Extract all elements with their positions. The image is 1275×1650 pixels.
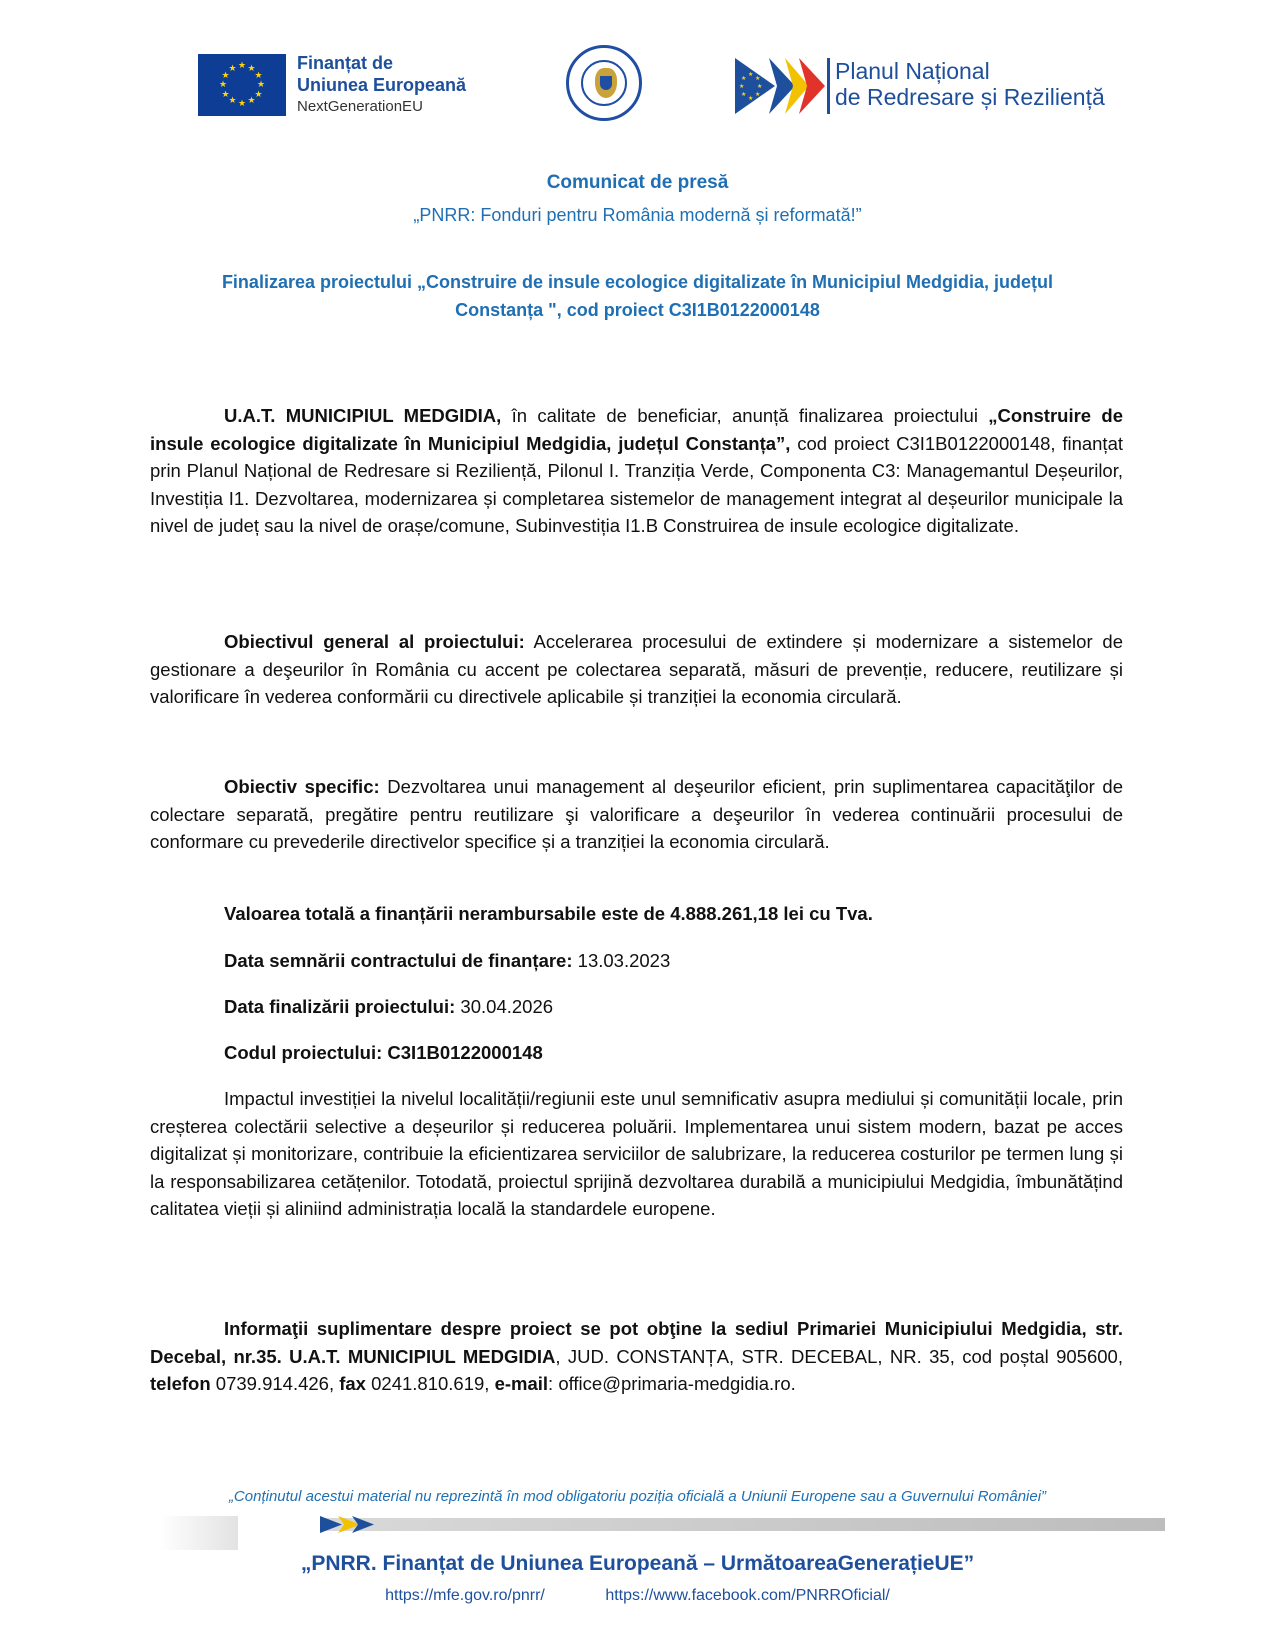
guvernul-romaniei-seal-icon bbox=[566, 45, 642, 121]
eu-star-icon: ★ bbox=[254, 88, 263, 99]
eu-star-icon: ★ bbox=[238, 98, 247, 108]
fax-label: fax bbox=[339, 1373, 366, 1394]
svg-text:★: ★ bbox=[739, 83, 745, 90]
svg-text:★: ★ bbox=[755, 75, 761, 82]
svg-text:★: ★ bbox=[755, 91, 761, 98]
email-value: : office@primaria-medgidia.ro. bbox=[548, 1373, 796, 1394]
intro-text-2: cod proiect C3I1B0122000148, finanțat prin Planul Național de Redresare si Reziliență, Pilonul I. Tranziția Verde, Componenta C3: Managemantul Deșeurilor, Investiția I1. Dezvoltarea, modernizarea și completarea sistemelor de management integrat al deșeurilor municipale la nivel de județ sau la nivel de orașe/comune, Subinvestiția I1.B Construirea de insule ecologice digitalizate. bbox=[150, 432, 1124, 536]
footer-slogan: „PNRR. Finanțat de Uniunea Europeană – UrmătoareaGenerațieUE” bbox=[300, 1552, 975, 1575]
project-heading bbox=[0, 268, 1275, 324]
project-name: „Construire de insule ecologice digitalizate în Municipiul Medgidia, județul Constanța”, bbox=[150, 405, 1124, 454]
svg-text:★: ★ bbox=[748, 95, 754, 102]
general-objective-text: Accelerarea procesului de extindere și modernizare a sistemelor de gestionare a deşeurilor în România cu accent pe colectarea separată, măsuri de prevenție, reducere, reutilizare și valorificare în vederea conformării cu directivele aplicabile și tranziției la economia circulară. bbox=[150, 631, 1123, 707]
signing-date-value: 13.03.2023 bbox=[572, 950, 671, 971]
pnrr-arrow-icon bbox=[735, 58, 831, 114]
signing-date bbox=[224, 950, 670, 972]
completion-date-label: Data finalizării proiectului: bbox=[224, 996, 456, 1017]
contact-paragraph bbox=[150, 1315, 1123, 1398]
pnrr-logo-label bbox=[835, 58, 1105, 110]
eu-star-icon: ★ bbox=[221, 88, 230, 99]
specific-objective-text: Dezvoltarea unui management al deşeurilor eficient, prin suplimentarea capacităţilor de colectare separată, pregătire pentru reutilizare şi valorificare a deşeurilor în vederea continuării procesului de conformare cu prevederile directivelor specifice și a tranziției la economia circulară. bbox=[150, 776, 1123, 852]
completion-date bbox=[224, 996, 553, 1018]
intro-text-1: în calitate de beneficiar, anunță finalizarea proiectului bbox=[501, 405, 989, 426]
general-objective-paragraph bbox=[150, 628, 1123, 711]
disclaimer: „Conținutul acestui material nu reprezintă în mod obligatoriu poziția oficială a Uniunii Europene sau a Guvernului României” bbox=[228, 1488, 1047, 1505]
specific-objective-paragraph bbox=[150, 773, 1123, 856]
phone-value: 0739.914.426, bbox=[210, 1373, 340, 1394]
svg-text:★: ★ bbox=[741, 91, 747, 98]
email-label: e-mail bbox=[494, 1373, 549, 1394]
facebook-pnrr-link[interactable]: https://www.facebook.com/PNRROficial/ bbox=[605, 1587, 890, 1604]
eu-label-line1: Finanțat de bbox=[297, 53, 394, 73]
project-code bbox=[224, 1042, 543, 1064]
general-objective-label: Obiectivul general al proiectului: bbox=[224, 631, 525, 652]
footer-decoration bbox=[160, 1516, 238, 1550]
phone-label: telefon bbox=[150, 1373, 211, 1394]
eu-star-icon: ★ bbox=[238, 60, 247, 70]
project-code-text: Codul proiectului: C3I1B0122000148 bbox=[224, 1042, 543, 1063]
pnrr-label-line2: de Redresare și Reziliență bbox=[835, 84, 1105, 110]
eu-star-icon: ★ bbox=[254, 69, 263, 80]
fax-value: 0241.810.619, bbox=[365, 1373, 495, 1394]
page-title: Comunicat de presă bbox=[546, 172, 729, 193]
eu-star-icon: ★ bbox=[228, 95, 237, 106]
svg-text:★: ★ bbox=[748, 71, 754, 78]
pnrr-divider bbox=[827, 58, 830, 114]
signing-date-label: Data semnării contractului de finanțare: bbox=[224, 950, 573, 971]
eu-flag-icon bbox=[198, 54, 286, 116]
page-subtitle: „PNRR: Fonduri pentru România modernă și reformată!” bbox=[413, 205, 862, 225]
eu-star-icon: ★ bbox=[228, 62, 237, 73]
contact-address: , JUD. CONSTANȚA, STR. DECEBAL, NR. 35, cod poștal 905600, bbox=[555, 1345, 1123, 1367]
footer-arrow-icon bbox=[320, 1516, 380, 1533]
intro-paragraph bbox=[150, 402, 1123, 540]
contact-info-bold: Informaţii suplimentare despre proiect se pot obţine la sediul Primariei Municipiului Medgidia, str. Decebal, nr.35. U.A.T. MUNICIPIUL MEDGIDIA bbox=[150, 1318, 1123, 1367]
eu-star-icon: ★ bbox=[247, 62, 256, 73]
svg-text:★: ★ bbox=[741, 75, 747, 82]
completion-date-value: 30.04.2026 bbox=[455, 996, 554, 1017]
eu-funding-label bbox=[297, 52, 466, 118]
eu-star-icon: ★ bbox=[221, 69, 230, 80]
eu-star-icon: ★ bbox=[257, 79, 266, 89]
footer-links bbox=[0, 1587, 1275, 1605]
impact-paragraph: Impactul investiției la nivelul localității/regiunii este unul semnificativ asupra mediului și comunității locale, prin creșterea colectării selective a deșeurilor și reducerea poluării. Implementarea unui sistem modern, bazat pe acces digitalizat și monitorizare, contribuie la eficientizarea serviciilor de salubrizare, la reducerea costurilor pe termen lung și la responsabilizarea cetățenilor. Totodată, proiectul sprijină dezvoltarea durabilă a municipiului Medgidia, îmbunătățind calitatea vieții și aliniind administrația locală la standardele europene. bbox=[150, 1088, 1123, 1219]
project-heading-line1: Finalizarea proiectului „Construire de insule ecologice digitalizate în Municipiul Medgidia, județul bbox=[221, 272, 1054, 292]
eu-star-icon: ★ bbox=[219, 79, 228, 89]
total-value bbox=[224, 903, 873, 925]
beneficiary-name: U.A.T. MUNICIPIUL MEDGIDIA, bbox=[224, 405, 502, 426]
svg-text:★: ★ bbox=[757, 83, 763, 90]
project-heading-line2: Constanța ", cod proiect C3I1B0122000148 bbox=[455, 300, 820, 320]
eu-star-icon: ★ bbox=[247, 95, 256, 106]
specific-objective-label: Obiectiv specific: bbox=[224, 776, 380, 797]
total-value-text: Valoarea totală a finanțării nerambursabile este de 4.888.261,18 lei cu Tva. bbox=[224, 903, 873, 924]
eu-label-line3: NextGenerationEU bbox=[297, 98, 423, 115]
footer-divider-bar bbox=[320, 1518, 1165, 1531]
eu-label-line2: Uniunea Europeană bbox=[297, 75, 467, 95]
mfe-pnrr-link[interactable]: https://mfe.gov.ro/pnrr/ bbox=[385, 1587, 545, 1604]
pnrr-label-line1: Planul Național bbox=[835, 58, 990, 84]
